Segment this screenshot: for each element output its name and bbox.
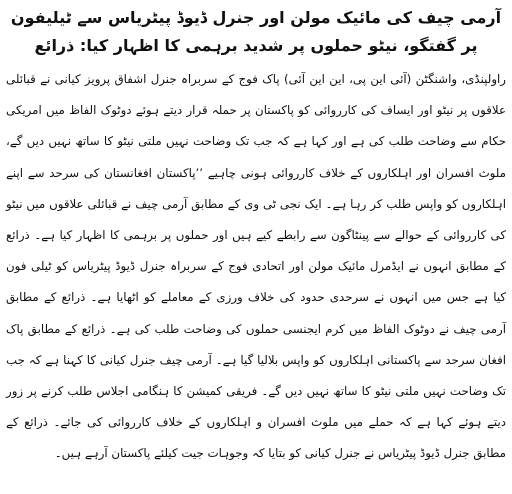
headline: آرمی چیف کی مائیک مولن اور جنرل ڈیوڈ پیٹریاس سے ٹیلیفون پر گفتگو، نیٹو حملوں پر شدید برہمی کا اظہار کیا: ذرائع (10, 8, 502, 55)
article-body: راولپنڈی، واشنگٹن (آئی این پی، این این آئی) پاک فوج کے سربراہ جنرل اشفاق پرویز کیانی نے قبائلی علاقوں پر نیٹو اور ایساف کی کارروائی کو پاکستان پر حملہ قرار دیتے ہوئے دوٹوک الفاظ میں امریکی حکام سے وضاحت طلب کی ہے اور کہا ہے کہ جب تک وضاحت نہیں ملتی نیٹو کا ساتھ نہیں دیں گے، ملوث افسران اور اہلکاروں کے خلاف کارروائی ہونی چاہیے ’’پاکستان افغانستان کی سرحد سے اپنے اہلکاروں کو واپس طلب کر رہا ہے۔ ایک نجی ٹی وی کے مطابق آرمی چیف نے قبائلی علاقوں میں نیٹو کی کارروائی کے حوالے سے پینٹاگون سے رابطے کیے ہیں اور حملوں پر برہمی کا اظہار کیا ہے۔ ذرائع کے مطابق انہوں نے ایڈمرل مائیک مولن اور اتحادی فوج کے سربراہ جنرل ڈیوڈ پیٹریاس کو ٹیلی فون کیا ہے جس میں انہوں نے سرحدی حدود کی خلاف ورزی کے معاملے کو اٹھایا ہے۔ ذرائع کے مطابق آرمی چیف نے دوٹوک الفاظ میں کرم ایجنسی حملوں کی وضاحت طلب کی ہے۔ ذرائع کے مطابق پاک افغان سرحد سے پاکستانی اہلکاروں کو واپس بلالیا گیا ہے۔ آرمی چیف جنرل کیانی کا کہنا ہے کہ جب تک وضاحت نہیں ملتی نیٹو کا ساتھ نہیں دیں گے۔ فریقی کمیشن کا ہنگامی اجلاس طلب کرنے پر زور دیتے ہوئے کہا ہے کہ حملے میں ملوث افسران و اہلکاروں کے خلاف کارروائی کی جائے۔ ذرائع کے مطابق جنرل ڈیوڈ پیٹریاس نے جنرل کیانی کو بتایا کہ وجوہات جیت کیلئے پاکستان آرہے ہیں۔ (6, 72, 506, 461)
